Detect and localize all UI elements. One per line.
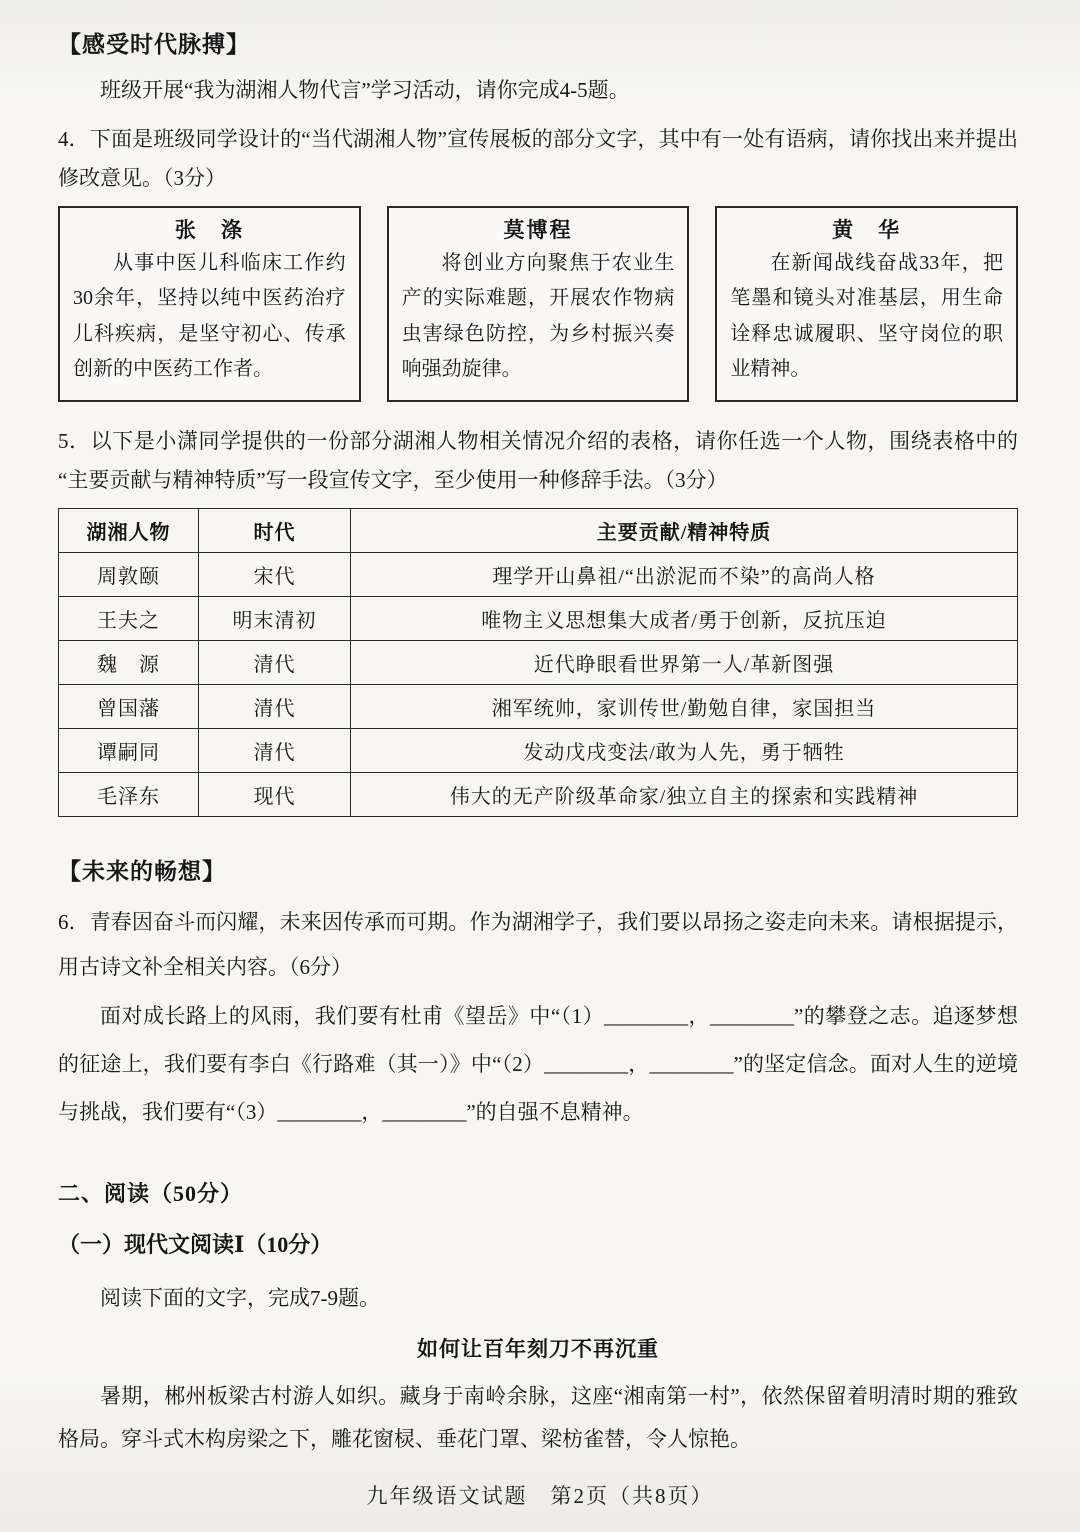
table-cell: 唯物主义思想集大成者/勇于创新，反抗压迫	[351, 596, 1018, 640]
question-6-prompt: 6．青春因奋斗而闪耀，未来因传承而可期。作为湖湘学子，我们要以昂扬之姿走向未来。请根据提示，用古诗文补全相关内容。（6分）	[58, 909, 1018, 979]
table-cell: 理学开山鼻祖/“出淤泥而不染”的高尚人格	[351, 552, 1018, 596]
table-cell: 湘军统帅，家训传世/勤勉自律，家国担当	[351, 684, 1018, 728]
modern-reading-header: （一）现代文阅读Ⅰ（10分）	[58, 1231, 333, 1257]
person-description: 在新闻战线奋战33年，把笔墨和镜头对准基层，用生命诠释忠诚履职、坚守岗位的职业精神。	[730, 251, 1004, 381]
person-description: 从事中医儿科临床工作约30余年，坚持以纯中医药治疗儿科疾病，是坚守初心、传承创新的中医药工作者。	[73, 251, 346, 381]
question-6-fill-in-text: 面对成长路上的风雨，我们要有杜甫《望岳》中“（1）________，________”的攀登之志。追逐梦想的征途上，我们要有李白《行路难（其一）》中“（2）________，________”的坚定信念。面对人生的逆境与挑战，我们要有“（3）________，________”的自强不息精神。	[58, 1003, 1018, 1125]
section-era-intro: 班级开展“我为湖湘人物代言”学习活动，请你完成4-5题。	[100, 78, 630, 102]
table-row	[59, 772, 1018, 816]
table-row	[59, 640, 1018, 684]
table-cell: 曾国藩	[59, 684, 199, 728]
table-cell: 明末清初	[199, 596, 351, 640]
table-cell: 伟大的无产阶级革命家/独立自主的探索和实践精神	[351, 772, 1018, 816]
table-header-cell: 时代	[199, 508, 351, 552]
question-5-prompt: 5．以下是小潇同学提供的一份部分湖湘人物相关情况介绍的表格，请你任选一个人物，围绕表格中的“主要贡献与精神特质”写一段宣传文字，至少使用一种修辞手法。（3分）	[58, 428, 1018, 492]
person-card	[387, 206, 690, 402]
table-row	[59, 728, 1018, 772]
question-4-display-boards	[58, 206, 1018, 402]
article-paragraph: 暑期，郴州板梁古村游人如织。藏身于南岭余脉，这座“湘南第一村”，依然保留着明清时期的雅致格局。穿斗式木构房梁之下，雕花窗棂、垂花门罩、梁枋雀替，令人惊艳。	[58, 1383, 1018, 1451]
person-card	[58, 206, 361, 402]
section-header-era: 【感受时代脉搏】	[58, 32, 250, 57]
table-cell: 魏 源	[59, 640, 199, 684]
page-footer: 九年级语文试题 第2页（共8页）	[366, 1484, 714, 1508]
table-cell: 毛泽东	[59, 772, 199, 816]
part-two-header: 二、阅读（50分）	[58, 1180, 244, 1206]
table-cell: 谭嗣同	[59, 728, 199, 772]
table-header-cell: 湖湘人物	[59, 508, 199, 552]
article-title: 如何让百年刻刀不再沉重	[417, 1336, 659, 1361]
table-cell: 清代	[199, 640, 351, 684]
table-cell: 王夫之	[59, 596, 199, 640]
question-4-prompt: 4．下面是班级同学设计的“当代湖湘人物”宣传展板的部分文字，其中有一处有语病，请你找出来并提出修改意见。（3分）	[58, 126, 1018, 190]
table-row	[59, 552, 1018, 596]
reading-instruction: 阅读下面的文字，完成7-9题。	[100, 1285, 380, 1310]
table-cell: 近代睁眼看世界第一人/革新图强	[351, 640, 1018, 684]
person-name: 莫博程	[503, 217, 573, 242]
person-name: 黄 华	[832, 217, 902, 242]
person-description: 将创业方向聚焦于农业生产的实际难题，开展农作物病虫害绿色防控，为乡村振兴奏响强劲旋律。	[401, 251, 675, 381]
table-cell: 宋代	[199, 552, 351, 596]
table-cell: 清代	[199, 684, 351, 728]
table-row	[59, 596, 1018, 640]
table-header-row	[59, 508, 1018, 552]
table-cell: 发动戊戌变法/敢为人先，勇于牺牲	[351, 728, 1018, 772]
table-cell: 周敦颐	[59, 552, 199, 596]
table-cell: 清代	[199, 728, 351, 772]
table-header-cell: 主要贡献/精神特质	[351, 508, 1018, 552]
person-name: 张 涤	[174, 217, 244, 242]
person-card	[715, 206, 1018, 402]
table-row	[59, 684, 1018, 728]
table-cell: 现代	[199, 772, 351, 816]
section-header-future: 【未来的畅想】	[58, 858, 226, 884]
hunan-figures-table	[58, 508, 1018, 817]
